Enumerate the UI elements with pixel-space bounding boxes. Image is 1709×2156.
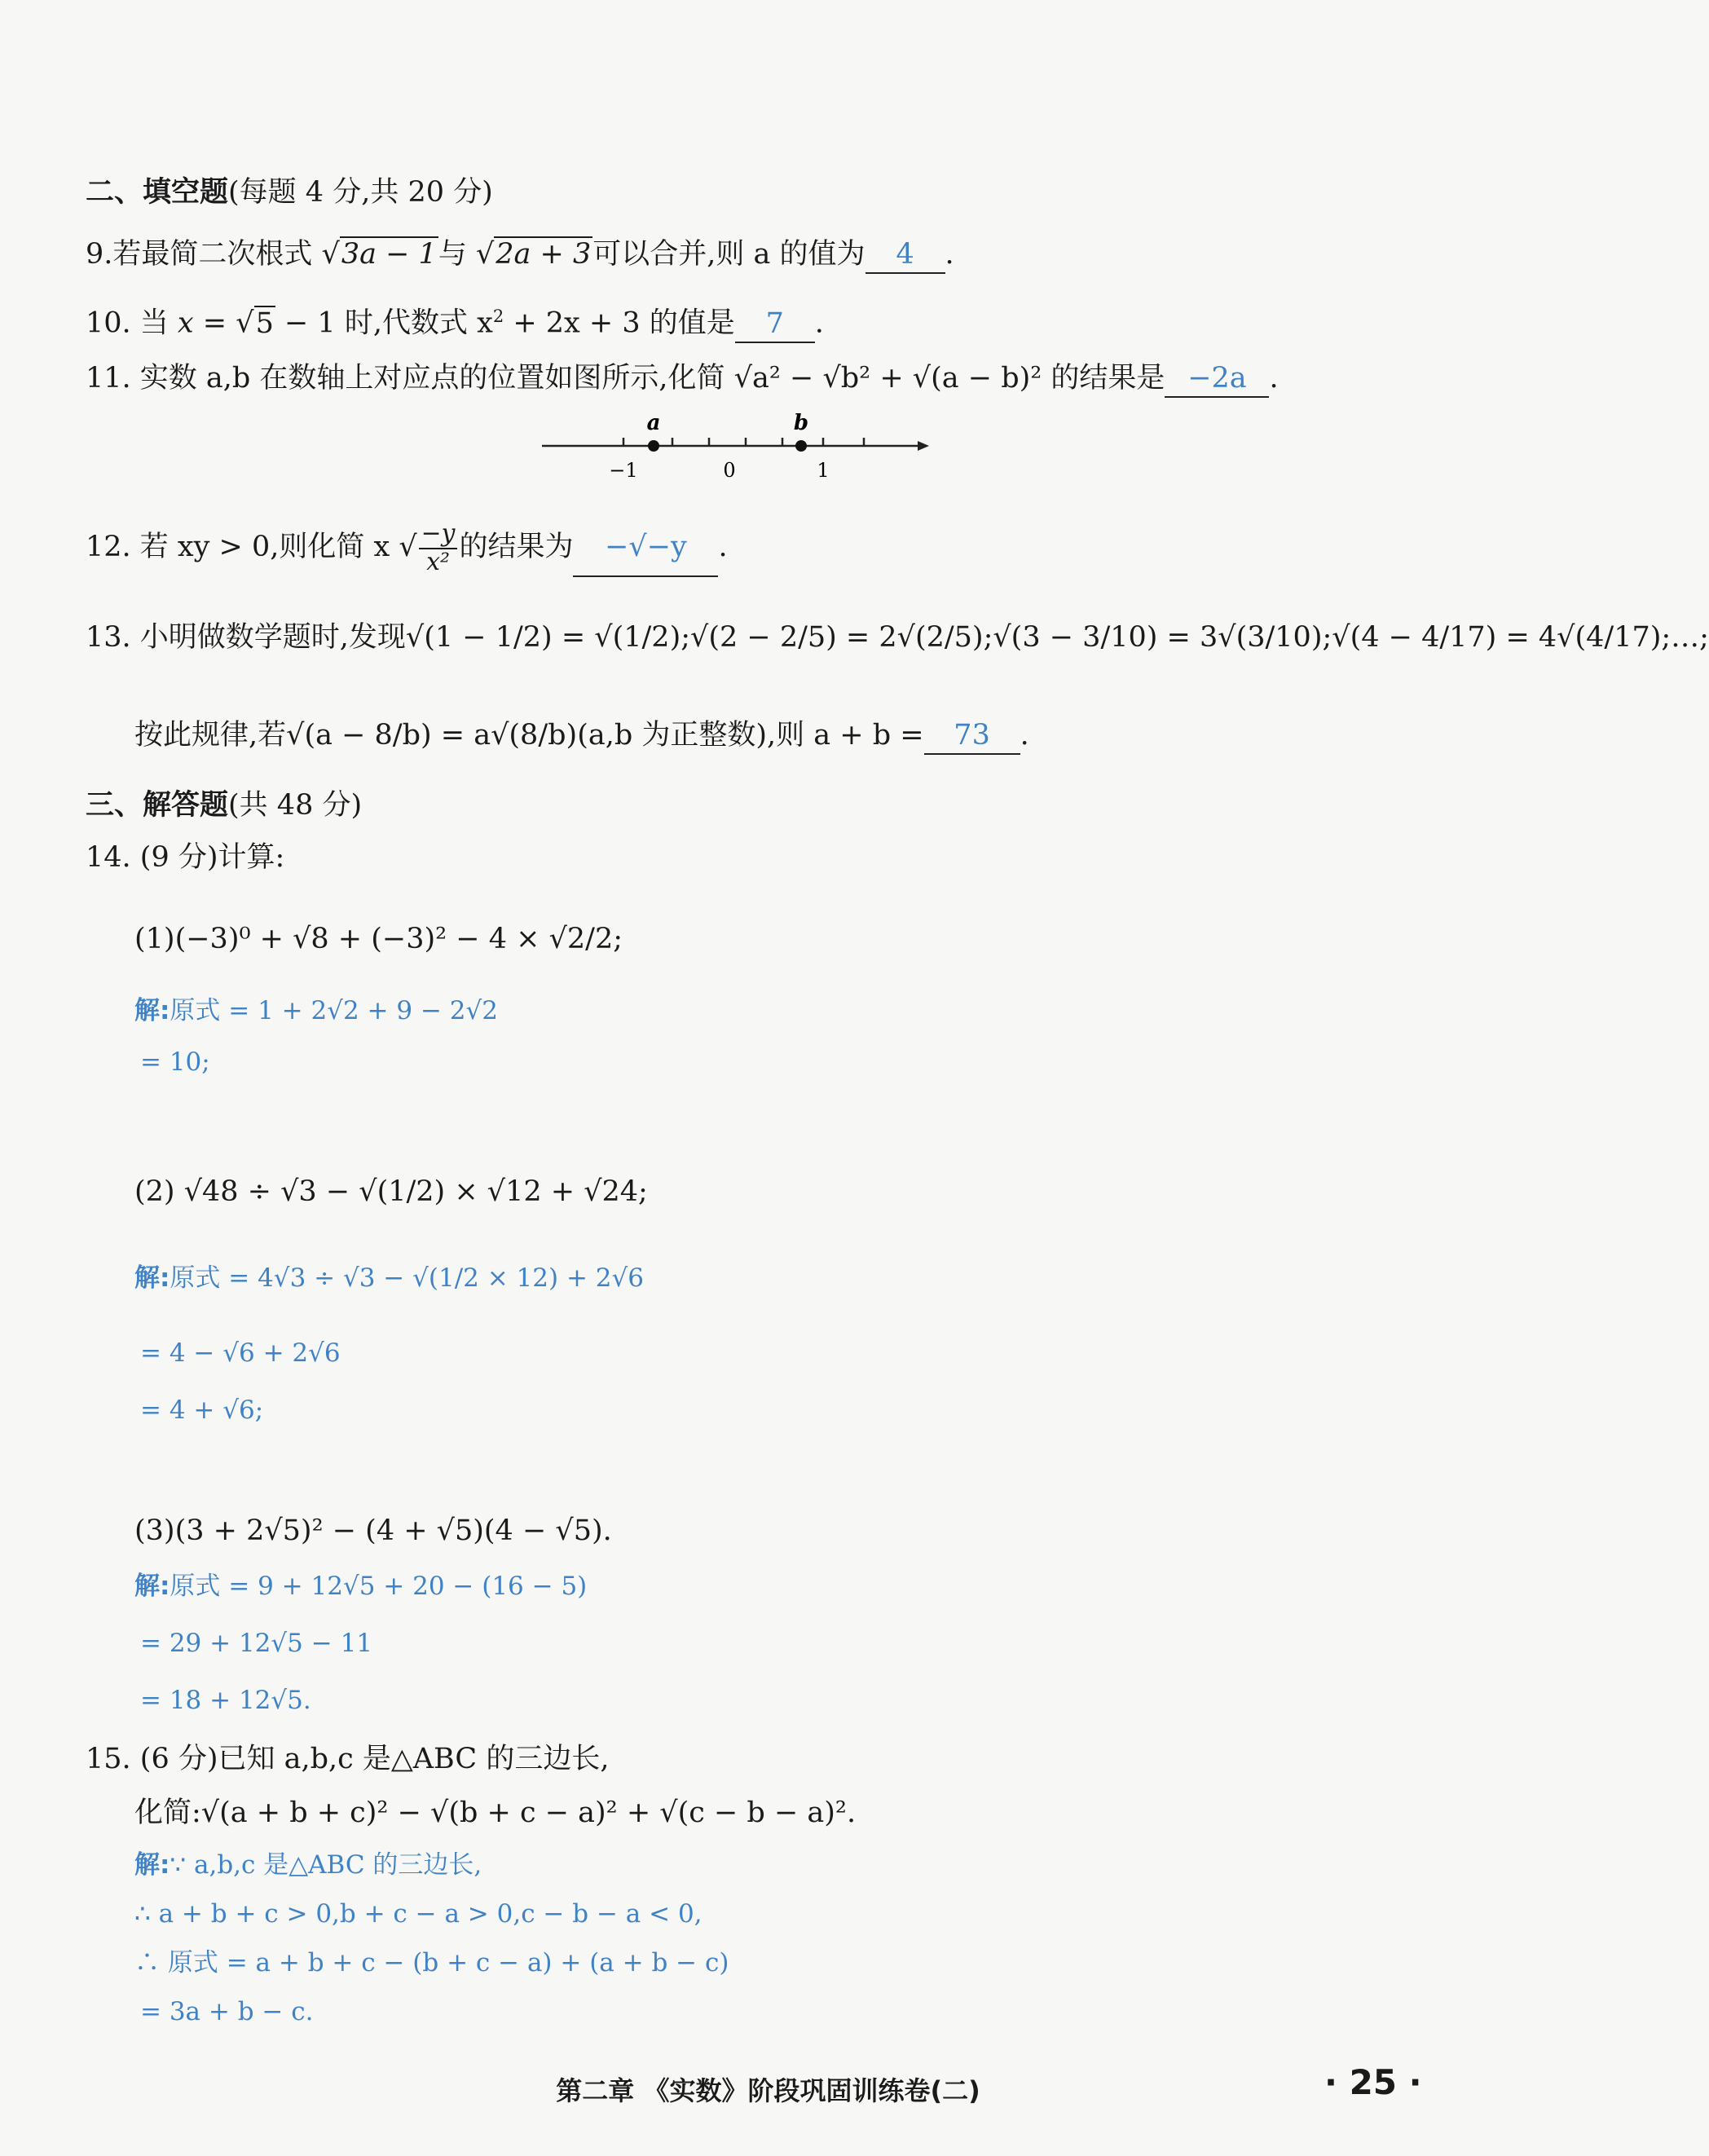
- q12-answer-blank: −√−y: [573, 518, 718, 577]
- q15-task: 化简:√(a + b + c)² − √(b + c − a)² + √(c − b − a)².: [134, 1797, 857, 1829]
- q15-step2: ∴ a + b + c > 0,b + c − a > 0,c − b − a < 0,: [134, 1899, 703, 1929]
- q10-text-b: − 1 时,代数式 x: [275, 306, 493, 340]
- q12-text-b: 的结果为: [459, 531, 574, 563]
- page-number: · 25 ·: [1324, 2062, 1422, 2102]
- q12-fraction: [419, 518, 458, 576]
- q10-text-a: 10. 当: [86, 306, 178, 340]
- point-b: [795, 440, 807, 452]
- q11-text-a: 11. 实数 a,b 在数轴上对应点的位置如图所示,化简: [86, 362, 734, 395]
- q10-text-c: + 2x + 3 的值是: [504, 306, 735, 340]
- q10-x: x: [177, 306, 194, 340]
- q14-p2-step3: = 4 + √6;: [140, 1395, 264, 1425]
- q9-text-c: 可以合并,则 a 的值为: [592, 238, 866, 271]
- q11-text-b: 的结果是: [1042, 362, 1165, 395]
- q13-equation: √(a − 8/b) = a√(8/b): [286, 719, 578, 752]
- q9-text-b: 与: [438, 238, 476, 271]
- q14-p3-step3: = 18 + 12√5.: [140, 1686, 311, 1715]
- q10-answer-blank: 7: [735, 306, 815, 343]
- q13-answer-blank: 73: [924, 717, 1020, 755]
- q14-p1-step2: = 10;: [140, 1047, 210, 1077]
- q9-answer-blank: 4: [866, 236, 945, 274]
- question-11: [86, 360, 1279, 398]
- q14-part3-solution-1: [134, 1570, 587, 1603]
- section2-title: 二、填空题: [86, 176, 229, 209]
- solution-label: 解:: [134, 1850, 170, 1880]
- question-13-line1: [86, 619, 1709, 655]
- section2-note: (每题 4 分,共 20 分): [228, 176, 493, 209]
- q10-sup: 2: [492, 306, 504, 326]
- q15-step1: ∵ a,b,c 是△ABC 的三边长,: [170, 1850, 482, 1880]
- question-9: 9.若最简二次根式 √3a − 1与 √2a + 3可以合并,则 a 的值为 4 .: [86, 236, 954, 274]
- solution-label: 解:: [134, 1572, 170, 1601]
- tick-label-minus1: −1: [609, 459, 638, 482]
- label-b: b: [793, 411, 809, 435]
- q15-heading: 15. (6 分)已知 a,b,c 是△ABC 的三边长,: [86, 1743, 610, 1775]
- q9-text-a: 9.若最简二次根式: [86, 238, 322, 271]
- q14-p2-step1: 原式 = 4√3 ÷ √3 − √(1/2 × 12) + 2√6: [170, 1263, 644, 1293]
- q13-text-b: (a,b 为正整数),则 a + b =: [577, 719, 924, 752]
- q14-p1-step1: 原式 = 1 + 2√2 + 9 − 2√2: [170, 996, 498, 1025]
- q9-radical-1: 3a − 1: [341, 238, 437, 271]
- label-a: a: [646, 411, 661, 435]
- q14-p3-step2: = 29 + 12√5 − 11: [140, 1629, 373, 1658]
- number-line: [538, 412, 937, 485]
- q15-step3: ∴ 原式 = a + b + c − (b + c − a) + (a + b − c): [134, 1948, 729, 1977]
- q14-heading: 14. (9 分)计算:: [86, 841, 285, 874]
- q15-step4: = 3a + b − c.: [140, 1997, 314, 2026]
- q11-answer-blank: −2a: [1165, 360, 1269, 398]
- q11-expression: √a² − √b² + √(a − b)²: [733, 362, 1042, 395]
- q13-text-a: 按此规律,若: [134, 719, 287, 752]
- point-a: [648, 440, 659, 452]
- q12-denominator: x²: [426, 547, 450, 576]
- section2-heading: [86, 174, 493, 210]
- q15-solution-1: [134, 1849, 482, 1881]
- solution-label: 解:: [134, 1263, 170, 1293]
- q10-eq: =: [193, 306, 236, 340]
- q14-p3-step1: 原式 = 9 + 12√5 + 20 − (16 − 5): [170, 1572, 588, 1601]
- q12-text-a: 12. 若 xy > 0,则化简 x: [86, 531, 390, 563]
- question-13-line2: [134, 717, 1029, 755]
- q14-part2: (2) √48 ÷ √3 − √(1/2) × √12 + √24;: [134, 1175, 648, 1208]
- tick-label-1: 1: [817, 459, 830, 482]
- page-footer: 第二章 《实数》阶段巩固训练卷(二): [556, 2075, 980, 2106]
- q13-end: .: [1020, 719, 1029, 752]
- q9-radical-2: 2a + 3: [496, 238, 592, 271]
- q14-part1-solution-1: [134, 994, 498, 1027]
- section3-heading: [86, 787, 362, 823]
- q10-radical: 5: [255, 306, 274, 340]
- axis-arrow-icon: [918, 441, 929, 451]
- q13-pattern: √(1 − 1/2) = √(1/2);√(2 − 2/5) = 2√(2/5);√(3 − 3/10) = 3√(3/10);√(4 − 4/17) = 4√(4/17);…;: [405, 621, 1709, 654]
- q12-numerator: −y: [419, 521, 458, 549]
- section3-note: (共 48 分): [228, 789, 363, 822]
- q9-end: .: [945, 238, 954, 271]
- q12-end: .: [718, 531, 728, 563]
- q14-p2-step2: = 4 − √6 + 2√6: [140, 1338, 341, 1368]
- question-10: 10. 当 x = √5 − 1 时,代数式 $x^2 + 2x + 3$ 的值是 7 .: [86, 298, 824, 343]
- q14-part2-solution-1: [134, 1262, 644, 1294]
- question-12: 12. 若 xy > 0,则化简 x √ $\frac{-y}{\text{x²}}$ 的结果为 −√−y .: [86, 518, 728, 576]
- section3-title: 三、解答题: [86, 789, 229, 822]
- solution-label: 解:: [134, 996, 170, 1025]
- q14-part1: (1)(−3)⁰ + √8 + (−3)² − 4 × √2/2;: [134, 923, 623, 955]
- q14-part3: (3)(3 + 2√5)² − (4 + √5)(4 − √5).: [134, 1514, 612, 1547]
- q13-intro: 13. 小明做数学题时,发现: [86, 621, 406, 654]
- q10-end: .: [814, 306, 824, 340]
- q11-end: .: [1269, 362, 1279, 395]
- tick-label-0: 0: [723, 459, 736, 482]
